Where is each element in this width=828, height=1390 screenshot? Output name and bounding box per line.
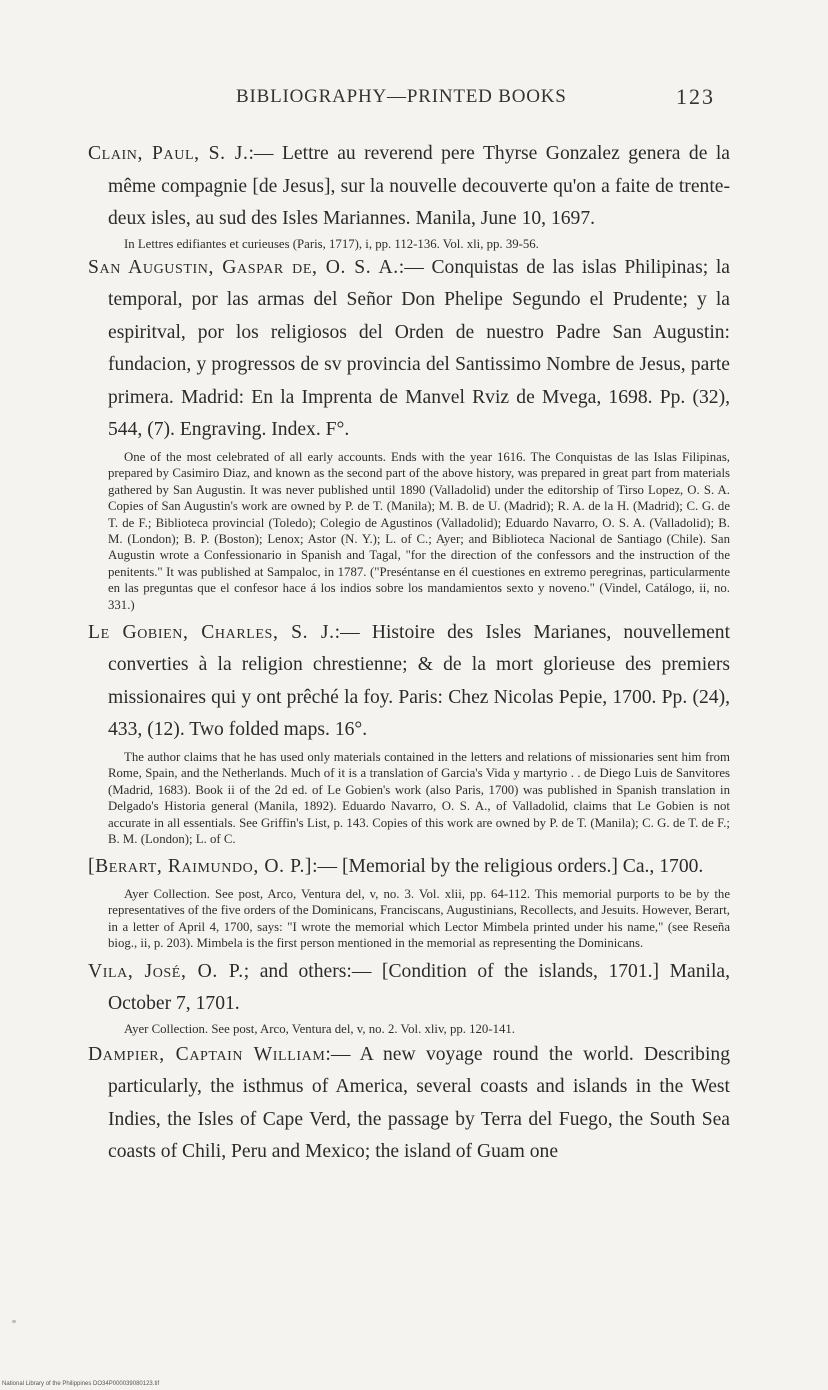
entry-clain [88,138,730,236]
entry-text: :— Lettre au reverend pere Thyrse Gonzalez genera de la même compagnie [de Jesus], sur la nouvelle decouverte qu'on a faite de trente-deux isles, au sud des Isles Mariannes. Manila, June 10, 1697. [108,143,730,229]
scan-footer: National Library of the Philippines DO34P000039080123.tif [2,1381,160,1387]
entry-note: In Lettres edifiantes et curieuses (Paris, 1717), i, pp. 112-136. Vol. xli, pp. 39-56. [124,236,539,251]
page-number: 123 [676,84,715,109]
entry-vila [88,956,730,1021]
entry-author: Dampier, Captain William [88,1043,326,1065]
running-head: BIBLIOGRAPHY—PRINTED BOOKS [236,86,567,107]
entry-author: Le Gobien, Charles, S. J. [88,621,335,643]
entry-text: :— [Memorial by the religious orders.] Ca., 1700. [312,856,704,878]
entry-note: One of the most celebrated of all early accounts. Ends with the year 1616. The Conquistas de las Islas Filipinas, prepared by Casimiro Diaz, and known as the second part of the above history, was prepared in great part from materials gathered by San Augustin. It was never published until 1890 (Valladolid) under the editorship of Tirso Lopez, O. S. A. Copies of San Augustin's work are owned by P. de T. (Manila); M. B. de U. (Madrid); R. A. de la H. (Madrid); C. G. de T. de F.; Biblioteca provincial (Toledo); Colegio de Agustinos (Valladolid); Eduardo Navarro, O. S. A. (Valladolid); B. M. (London); B. P. (Boston); Lenox; Astor (N. Y.); L. of C.; Ayer; and Biblioteca Nacional de Santiago (Chile). San Augustin wrote a Confessionario in Spanish and Tagal, "for the direction of the confessors and the instruction of the penitents." It was published at Sampaloc, in 1787. ("Preséntanse en él cuestiones en extremo peregrinas, particularmente en las preguntas que el confesor hace á los indios sobre los mandamientos sexto y noveno." (Vindel, Catálogo, ii, no. 331.) [108,449,730,612]
entry-berart [88,851,730,884]
entry-author: Vila, José, O. P. [88,960,244,982]
entry-text: :— Conquistas de las islas Philipinas; la temporal, por las armas del Señor Don Phelipe Segundo el Prudente; y la espiritval, por los religiosos del Orden de nuestro Padre San Augustin: fundacion, y progressos de sv provincia del Santissimo Nombre de Jesus, parte primera. Madrid: En la Imprenta de Manvel Rviz de Mvega, 1698. Pp. (32), 544, (7). Engraving. Index. F°. [108,256,730,441]
entry-text: ; and others:— [Condition of the islands, 1701.] Manila, October 7, 1701. [108,960,730,1015]
entry-author: San Augustin, Gaspar de, O. S. A. [88,256,399,278]
entry-author: Clain, Paul, S. J. [88,143,249,164]
entry-note: The author claims that he has used only materials contained in the letters and relations of missionaries sent him from Rome, Spain, and the Netherlands. Much of it is a translation of Garcia's Vida y martyrio . . de Diego Luis de Sanvitores (Madrid, 1683). Book ii of the 2d ed. of Le Gobien's work (also Paris, 1700) was published in Spanish translation in Delgado's Historia general (Manila, 1892). Eduardo Navarro, O. S. A., of Valladolid, claims that Le Gobien is not accurate in all essentials. See Griffin's List, p. 143. Copies of this work are owned by P. de T. (Manila); C. G. de T. de F.; B. M. (London); L. of C. [108,749,730,846]
entry-dampier [88,1039,730,1169]
entry-text: :— Histoire des Isles Marianes, nouvellement converties à la religion chrestienne; & de la mort glorieuse des premiers missionaires qui y ont prêché la foy. Paris: Chez Nicolas Pepie, 1700. Pp. (24), 433, (12). Two folded maps. 16°. [108,621,731,741]
entry-text: :— A new voyage round the world. Describing particularly, the isthmus of America, several coasts and islands in the West Indies, the Isles of Cape Verd, the passage by Terra del Fuego, the South Sea coasts of Chili, Peru and Mexico; the island of Guam one [108,1043,731,1163]
entry-author: [Berart, Raimundo, O. P.] [88,856,313,878]
entry-le-gobien [88,617,730,747]
bibliography-entries [88,138,730,1169]
entry-note: Ayer Collection. See post, Arco, Ventura del, v, no. 3. Vol. xlii, pp. 64-112. This memorial purports to be by the representatives of the five orders of the Dominicans, Franciscans, Augustinians, Recollects, and Jesuits. However, Berart, in a letter of April 4, 1700, says: "I wrote the memorial which Lector Mimbela printed under his name," (see Reseña biog., ii, p. 203). Mimbela is the first person mentioned in the memorial as representing the Dominicans. [108,886,730,951]
page-header [0,86,828,116]
entry-san-augustin [88,252,730,447]
scan-speck [12,1320,16,1323]
entry-note: Ayer Collection. See post, Arco, Ventura del, v, no. 2. Vol. xliv, pp. 120-141. [124,1021,515,1036]
